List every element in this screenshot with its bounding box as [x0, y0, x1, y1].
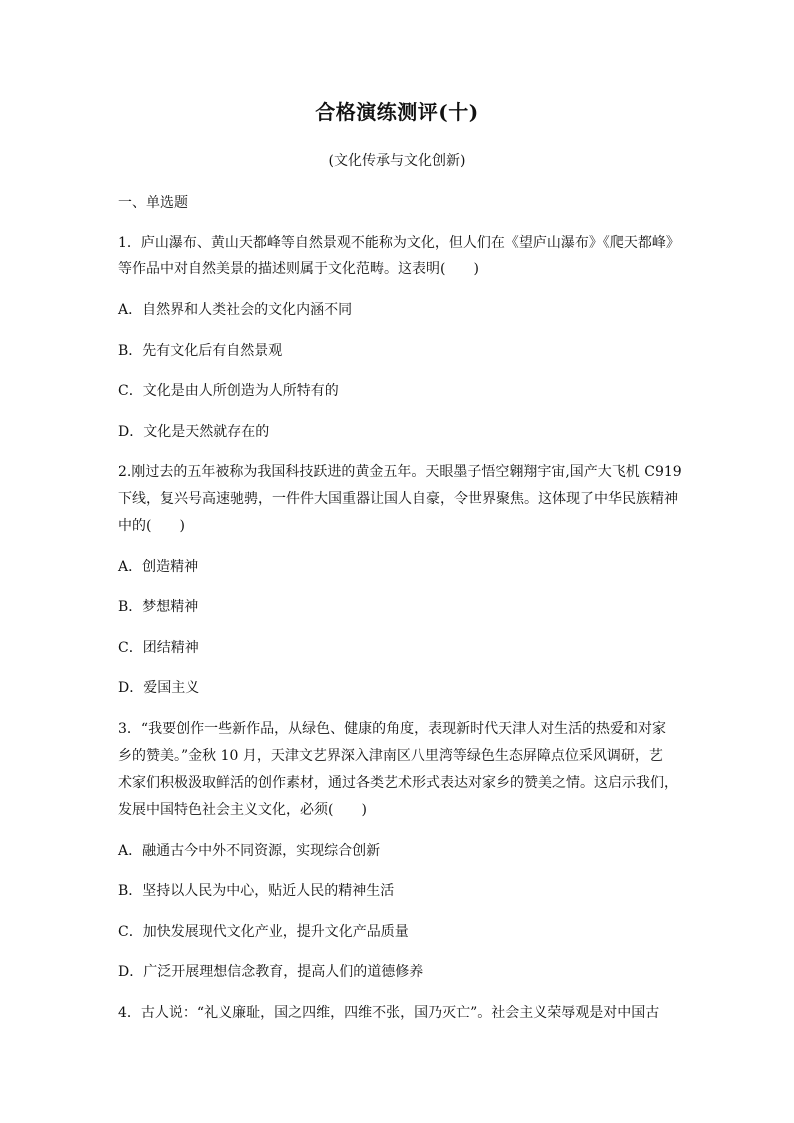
question-2-option-b: B．梦想精神	[118, 599, 199, 615]
question-1-option-d: D．文化是天然就存在的	[118, 424, 270, 440]
question-2-option-c: C．团结精神	[118, 640, 199, 656]
question-1-line-1: 1．庐山瀑布、黄山天都峰等自然景观不能称为文化，但人们在《望庐山瀑布》《爬天都峰》	[118, 235, 680, 251]
question-3-option-d: D．广泛开展理想信念教育，提高人们的道德修养	[118, 964, 424, 980]
document-subtitle: (文化传承与文化创新)	[328, 153, 466, 169]
question-3-option-b: B．坚持以人民为中心，贴近人民的精神生活	[118, 883, 395, 899]
question-3-option-c: C．加快发展现代文化产业，提升文化产品质量	[118, 924, 409, 940]
question-2-line-3: 中的( )	[118, 518, 185, 534]
question-2-option-a: A．创造精神	[118, 559, 199, 575]
question-1-option-a: A．自然界和人类社会的文化内涵不同	[118, 302, 353, 318]
section-heading: 一、单选题	[118, 195, 188, 211]
question-3-line-1: 3．“我要创作一些新作品，从绿色、健康的角度，表现新时代天津人对生活的热爱和对家	[118, 721, 667, 737]
question-1-option-c: C．文化是由人所创造为人所特有的	[118, 383, 339, 399]
question-2-line-1: 2.刚过去的五年被称为我国科技跃进的黄金五年。天眼墨子悟空翱翔宇宙,国产大飞机 C919	[118, 464, 682, 480]
question-2-line-2: 下线，复兴号高速驰骋，一件件大国重器让国人自豪，令世界聚焦。这体现了中华民族精神	[118, 491, 678, 507]
question-1-line-2: 等作品中对自然美景的描述则属于文化范畴。这表明( )	[118, 261, 479, 277]
question-2-option-d: D．爱国主义	[118, 680, 200, 696]
question-3-line-2: 乡的赞美。”金秋 10 月，天津文艺界深入津南区八里湾等绿色生态屏障点位采风调研，艺	[118, 748, 663, 764]
question-3-option-a: A．融通古今中外不同资源，实现综合创新	[118, 843, 381, 859]
question-3-line-4: 发展中国特色社会主义文化，必须( )	[118, 802, 367, 818]
question-4-line-1: 4．古人说：“礼义廉耻，国之四维，四维不张，国乃灭亡”。社会主义荣辱观是对中国古	[118, 1005, 660, 1021]
document-title: 合格演练测评(十)	[315, 100, 479, 124]
question-3-line-3: 术家们积极汲取鲜活的创作素材，通过各类艺术形式表达对家乡的赞美之情。这启示我们，	[118, 775, 678, 791]
question-1-option-b: B．先有文化后有自然景观	[118, 343, 283, 359]
